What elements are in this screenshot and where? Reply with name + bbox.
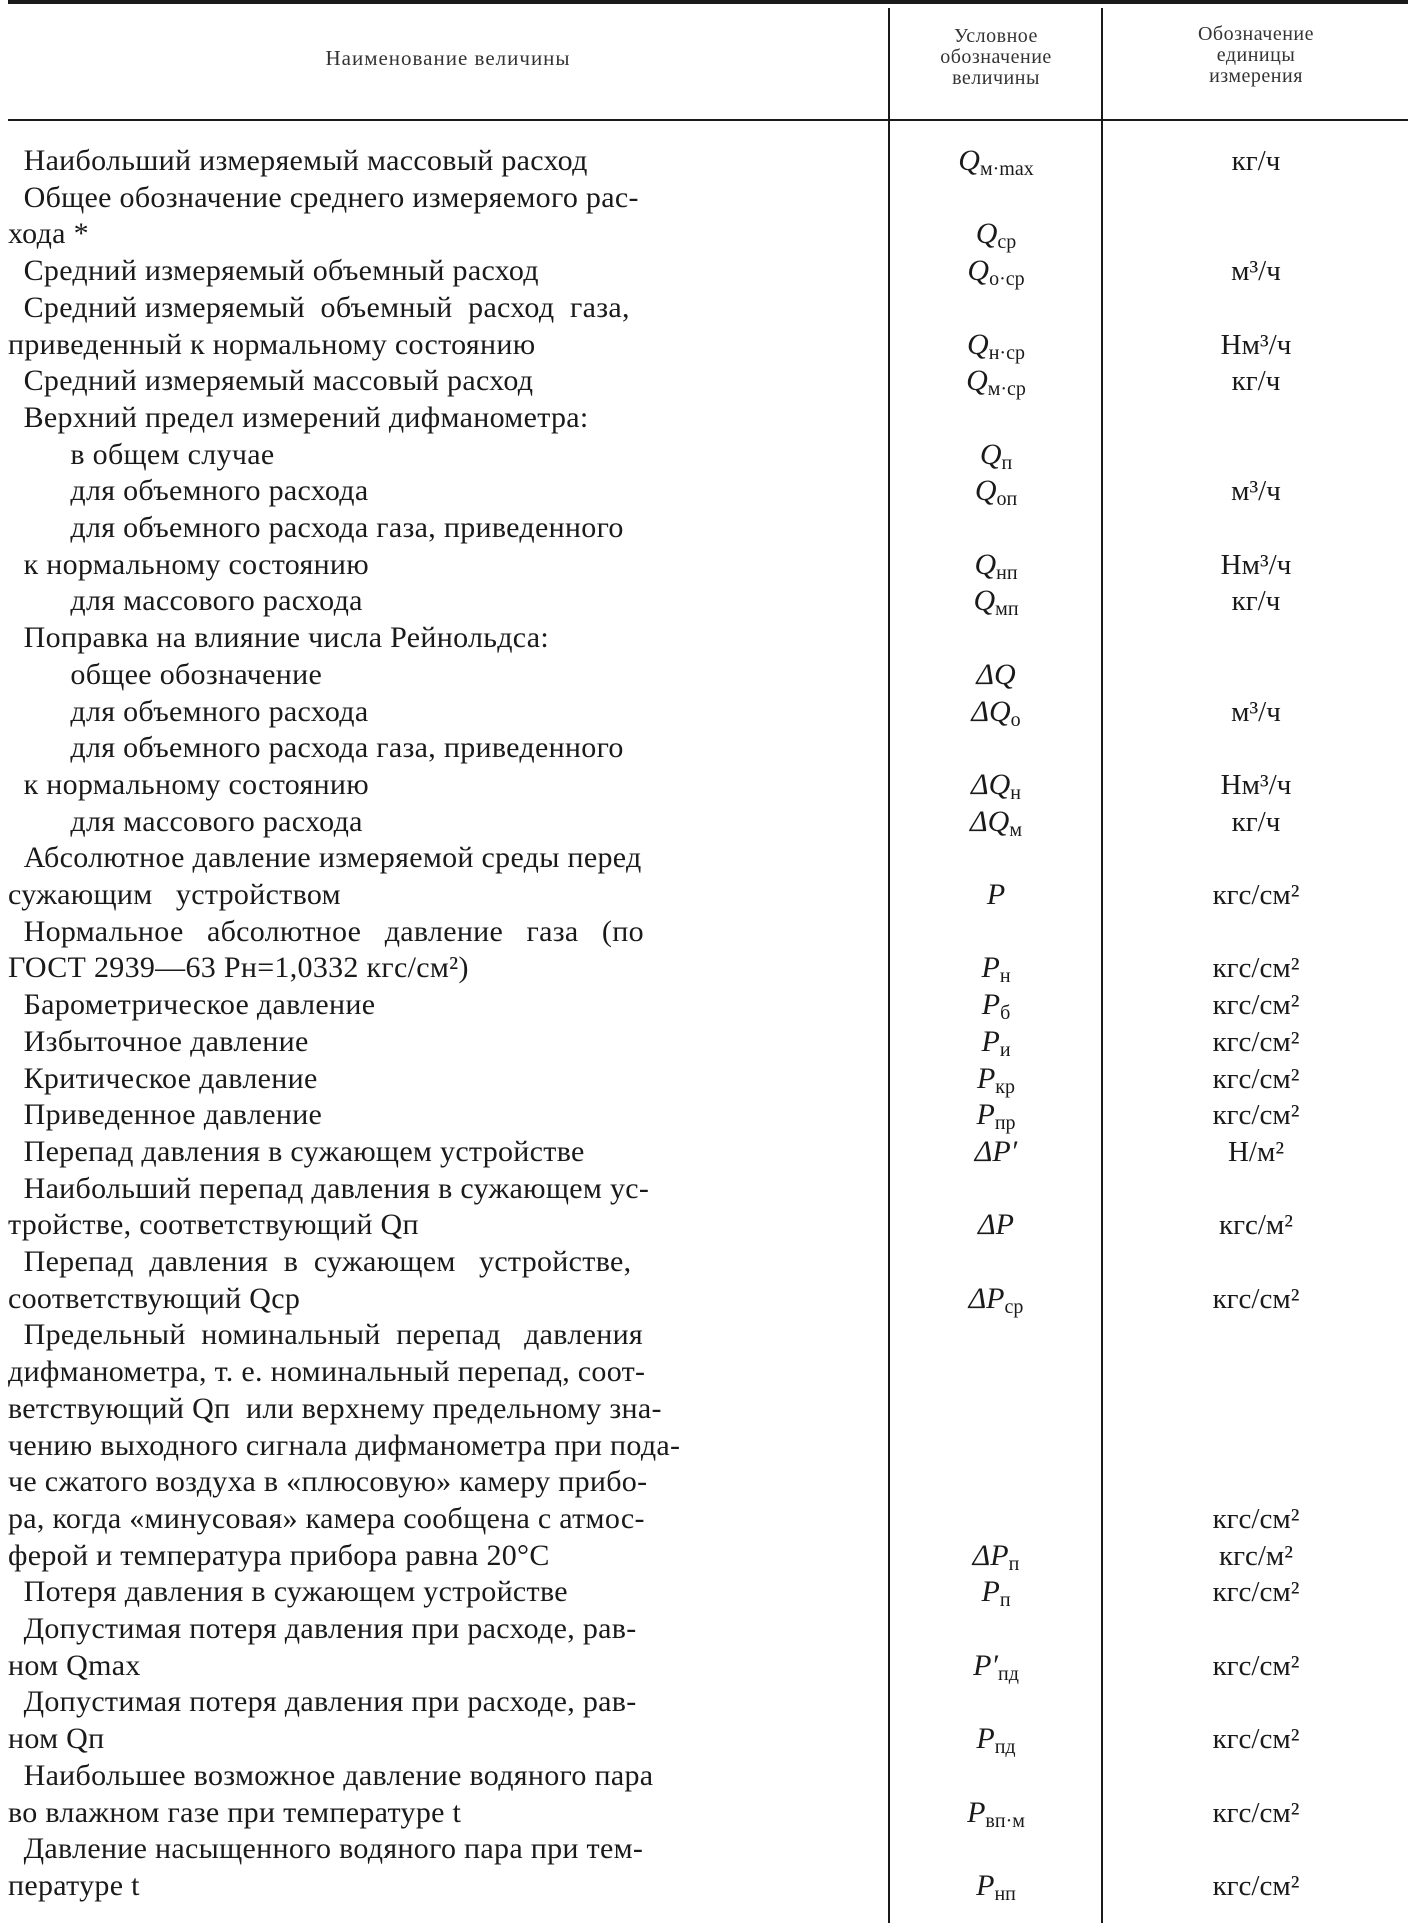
symbol-main: P: [976, 1098, 995, 1132]
table-row: [0, 767, 1410, 803]
header-unit-line: Обозначение: [1197, 23, 1315, 45]
quantity-symbol: [891, 1207, 1101, 1243]
table-row: [0, 1648, 1410, 1684]
symbol-subscript: п: [1008, 1552, 1020, 1575]
symbol-subscript: пд: [998, 1662, 1019, 1685]
table-row: [0, 510, 1410, 546]
quantity-symbol: [891, 1868, 1101, 1912]
table-row: [0, 1061, 1410, 1097]
table-row: [0, 1207, 1410, 1243]
table-row: [0, 1244, 1410, 1280]
quantity-name: Перепад давления в сужающем устройстве,: [8, 1245, 632, 1278]
quantity-name: для массового расхода: [8, 584, 363, 618]
quantity-name: ра, когда «минусовая» камера сообщена с атмос-: [8, 1501, 645, 1535]
table-row: [0, 1097, 1410, 1133]
top-rule: [8, 0, 1408, 4]
table-row: [0, 1464, 1410, 1500]
table-row: [0, 1795, 1410, 1831]
quantity-name: Перепад давления в сужающем устройстве: [8, 1134, 585, 1168]
quantity-name: ГОСТ 2939—63 Pн=1,0332 кгс/см²): [8, 951, 469, 985]
unit-of-measure: кгс/м²: [1219, 1209, 1293, 1242]
quantity-name: тройстве, соответствующий Qп: [8, 1208, 419, 1242]
unit-of-measure: кг/ч: [1231, 365, 1281, 398]
unit-of-measure: кгс/см²: [1212, 1025, 1300, 1058]
unit-of-measure: кгс/см²: [1212, 952, 1300, 985]
symbol-main: ΔP′: [974, 1134, 1018, 1168]
unit-of-measure: кгс/см²: [1212, 879, 1300, 911]
unit-of-measure: кгс/см²: [1212, 1576, 1300, 1609]
symbol-main: ΔP: [978, 1208, 1014, 1242]
quantity-symbol: [891, 657, 1101, 693]
quantity-name: для объемного расхода газа, приведенного: [8, 511, 624, 544]
header-unit-line: единицы: [1216, 44, 1296, 66]
unit-of-measure: кг/ч: [1231, 585, 1281, 618]
unit-of-measure: кгс/см²: [1212, 1796, 1300, 1829]
symbol-subscript: о: [1010, 708, 1021, 731]
table-row: [0, 1501, 1410, 1537]
symbol-subscript: н·ср: [988, 341, 1025, 364]
table-row: [0, 583, 1410, 619]
table-row: [0, 437, 1410, 473]
quantity-name: к нормальному состоянию: [8, 547, 369, 581]
symbol-main: P: [981, 988, 1001, 1022]
table-row: [0, 620, 1410, 656]
symbol-subscript: оп: [996, 488, 1018, 511]
symbol-subscript: пд: [994, 1736, 1016, 1759]
symbol-main: P: [976, 1061, 996, 1095]
quantity-name: в общем случае: [8, 437, 275, 471]
symbol-subscript: м·max: [979, 158, 1034, 180]
table-row: [0, 216, 1410, 252]
quantity-name: че сжатого воздуха в «плюсовую» камеру прибо-: [8, 1465, 648, 1499]
quantity-name: Средний измеряемый объемный расход: [8, 254, 539, 288]
unit-of-measure: кгс/см²: [1212, 1099, 1300, 1132]
quantity-name: ветствующий Qп или верхнему предельному зна-: [8, 1391, 662, 1425]
header-symbol-line: Условное: [954, 25, 1038, 47]
quantity-name: общее обозначение: [8, 657, 323, 691]
symbol-subscript: б: [1000, 1002, 1011, 1025]
symbol-main: P: [981, 951, 1000, 985]
table-row: [0, 1721, 1410, 1757]
table-row: [0, 1684, 1410, 1720]
unit-of-measure: Нм³/ч: [1220, 328, 1292, 361]
quantity-name: Средний измеряемый объемный расход газа,: [8, 290, 630, 324]
table-row: [0, 1574, 1410, 1610]
quantity-name: для объемного расхода: [8, 694, 369, 728]
unit-of-measure: кгс/см²: [1212, 989, 1300, 1022]
symbol-main: Q: [974, 474, 997, 508]
quantity-name: Давление насыщенного водяного пара при тем-: [8, 1832, 644, 1866]
quantity-name: Избыточное давление: [8, 1024, 309, 1058]
symbol-main: P: [967, 1795, 986, 1829]
quantity-name: Наибольшее возможное давление водяного пара: [8, 1758, 654, 1792]
quantity-name: соответствующий Qср: [8, 1281, 301, 1315]
quantity-name: Общее обозначение среднего измеряемого рас-: [8, 180, 639, 214]
symbol-main: P: [976, 1722, 995, 1756]
quantity-name: Барометрическое давление: [8, 988, 376, 1022]
header-quantity-name: Наименование величины: [325, 46, 571, 70]
symbol-main: P: [981, 1024, 1000, 1058]
quantity-name: ном Qп: [8, 1722, 105, 1756]
table-row: [0, 1538, 1410, 1574]
symbol-main: ΔQ: [971, 694, 1011, 728]
quantity-name: Наибольший измеряемый массовый расход: [8, 144, 588, 177]
symbol-subscript: нп: [994, 1882, 1016, 1905]
table-row: [0, 1758, 1410, 1794]
quantity-name: Допустимая потеря давления при расходе, рав-: [8, 1612, 637, 1645]
symbol-subscript: п: [999, 1589, 1011, 1612]
symbol-subscript: м·ср: [987, 378, 1026, 401]
symbol-main: Q: [958, 144, 980, 177]
quantity-name: Предельный номинальный перепад давления: [8, 1318, 644, 1352]
symbol-subscript: мп: [995, 598, 1019, 621]
quantity-name: Наибольший перепад давления в сужающем ус-: [8, 1171, 650, 1205]
quantity-name: Допустимая потеря давления при расходе, рав-: [8, 1685, 637, 1719]
symbol-main: ΔQ: [976, 657, 1016, 691]
symbol-subscript: н: [1010, 781, 1021, 804]
table-row: [0, 327, 1410, 363]
table-row: [0, 1391, 1410, 1427]
symbol-subscript: о·ср: [989, 268, 1025, 291]
header-unit: [1104, 24, 1408, 87]
quantity-name: чению выходного сигнала дифманометра при пода-: [8, 1428, 681, 1462]
quantity-name: для массового расхода: [8, 804, 363, 838]
symbol-main: P: [976, 1868, 995, 1902]
symbol-main: ΔQ: [971, 767, 1011, 801]
table-row: [0, 1428, 1410, 1464]
symbol-subscript: п: [1001, 451, 1013, 474]
header-symbol-line: обозначение: [940, 46, 1052, 68]
table-row: [0, 143, 1410, 179]
quantity-symbol: [891, 1134, 1101, 1170]
unit-of-measure: м³/ч: [1231, 475, 1281, 508]
table-row: [0, 694, 1410, 730]
symbol-main: P: [981, 1575, 1000, 1609]
quantity-name: Средний измеряемый массовый расход: [8, 364, 534, 398]
table-row: [0, 657, 1410, 693]
symbol-subscript: кр: [995, 1075, 1016, 1098]
quantity-name: Поправка на влияние числа Рейнольдса:: [8, 621, 550, 655]
unit-of-measure: кг/ч: [1231, 805, 1281, 838]
table-row: [0, 1281, 1410, 1317]
unit-of-measure: м³/ч: [1231, 255, 1281, 288]
symbol-main: ΔP: [972, 1538, 1009, 1572]
symbol-subscript: и: [999, 1038, 1011, 1061]
symbol-main: ΔP: [968, 1281, 1005, 1315]
quantity-name: Нормальное абсолютное давление газа (по: [8, 914, 644, 948]
quantity-name: сужающим устройством: [8, 878, 341, 911]
symbol-main: Q: [979, 437, 1002, 471]
table-row: [0, 290, 1410, 326]
table-row: [0, 1611, 1410, 1647]
unit-of-measure: м³/ч: [1231, 695, 1281, 728]
unit-of-measure: Нм³/ч: [1220, 768, 1292, 801]
quantity-name: Критическое давление: [8, 1061, 318, 1095]
symbol-subscript: ср: [1004, 1295, 1024, 1318]
unit-of-measure: кг/ч: [1231, 145, 1281, 177]
quantity-name: для объемного расхода газа, приведенного: [8, 731, 624, 765]
unit-of-measure: Н/м²: [1227, 1135, 1285, 1168]
table-row: [0, 1171, 1410, 1207]
table-row: [0, 840, 1410, 876]
quantity-name: приведенный к нормальному состоянию: [8, 327, 536, 361]
symbol-subscript: вп·м: [985, 1809, 1025, 1832]
table-row: [0, 804, 1410, 840]
table-row: [0, 473, 1410, 509]
table-row: [0, 950, 1410, 986]
unit-of-measure: кгс/см²: [1212, 1502, 1300, 1535]
unit-of-measure: кгс/см²: [1212, 1723, 1300, 1756]
symbol-subscript: пр: [994, 1112, 1016, 1135]
symbol-main: Q: [973, 584, 996, 618]
table-row: [0, 914, 1410, 950]
symbol-main: Q: [967, 327, 989, 361]
table-row: [0, 400, 1410, 436]
header-symbol-line: величины: [952, 67, 1040, 89]
table-row: [0, 180, 1410, 216]
quantity-name: хода *: [8, 217, 89, 251]
quantity-symbol: [891, 877, 1101, 913]
header-symbol: [891, 26, 1101, 89]
table-row: [0, 253, 1410, 289]
quantity-name: для объемного расхода: [8, 474, 369, 508]
unit-of-measure: Нм³/ч: [1220, 548, 1292, 581]
unit-of-measure: кгс/см²: [1212, 1062, 1300, 1095]
quantity-name: во влажном газе при температуре t: [8, 1795, 462, 1829]
symbol-subscript: м: [1009, 818, 1022, 841]
header-rule: [8, 119, 1408, 121]
symbol-main: Q: [967, 254, 990, 288]
symbol-subscript: н: [999, 965, 1011, 988]
table-row: [0, 987, 1410, 1023]
table-row: [0, 1868, 1410, 1904]
symbol-main: P′: [973, 1648, 998, 1682]
quantity-name: Верхний предел измерений дифманометра:: [8, 400, 589, 434]
quantity-name: Потеря давления в сужающем устройстве: [8, 1575, 568, 1609]
table-row: [0, 1354, 1410, 1390]
symbol-main: ΔQ: [970, 804, 1010, 838]
symbol-main: P: [986, 878, 1006, 911]
table-row: [0, 363, 1410, 399]
unit-of-measure: кгс/м²: [1219, 1539, 1293, 1572]
table-row: [0, 547, 1410, 583]
quantity-name: Абсолютное давление измеряемой среды перед: [8, 841, 642, 875]
quantity-name: дифманометра, т. е. номинальный перепад, соот-: [8, 1355, 646, 1389]
unit-of-measure: кгс/см²: [1212, 1869, 1300, 1902]
table-row: [0, 1317, 1410, 1353]
symbol-subscript: ср: [997, 231, 1017, 254]
quantity-name: пературе t: [8, 1868, 140, 1902]
symbol-main: Q: [975, 217, 998, 251]
table-row: [0, 730, 1410, 766]
unit-of-measure: кгс/см²: [1212, 1649, 1300, 1682]
unit-of-measure: кгс/см²: [1212, 1282, 1300, 1315]
table-row: [0, 1134, 1410, 1170]
symbol-main: Q: [974, 547, 997, 581]
header-unit-line: измерения: [1209, 65, 1303, 87]
table-row: [0, 1831, 1410, 1867]
symbol-subscript: нп: [996, 561, 1018, 584]
symbol-main: Q: [966, 364, 988, 398]
quantity-name: к нормальному состоянию: [8, 767, 369, 801]
quantity-name: Приведенное давление: [8, 1098, 323, 1132]
table-row: [0, 877, 1410, 913]
table-row: [0, 1024, 1410, 1060]
quantity-name: ном Qmax: [8, 1648, 141, 1682]
quantity-name: ферой и температура прибора равна 20°С: [8, 1538, 550, 1572]
